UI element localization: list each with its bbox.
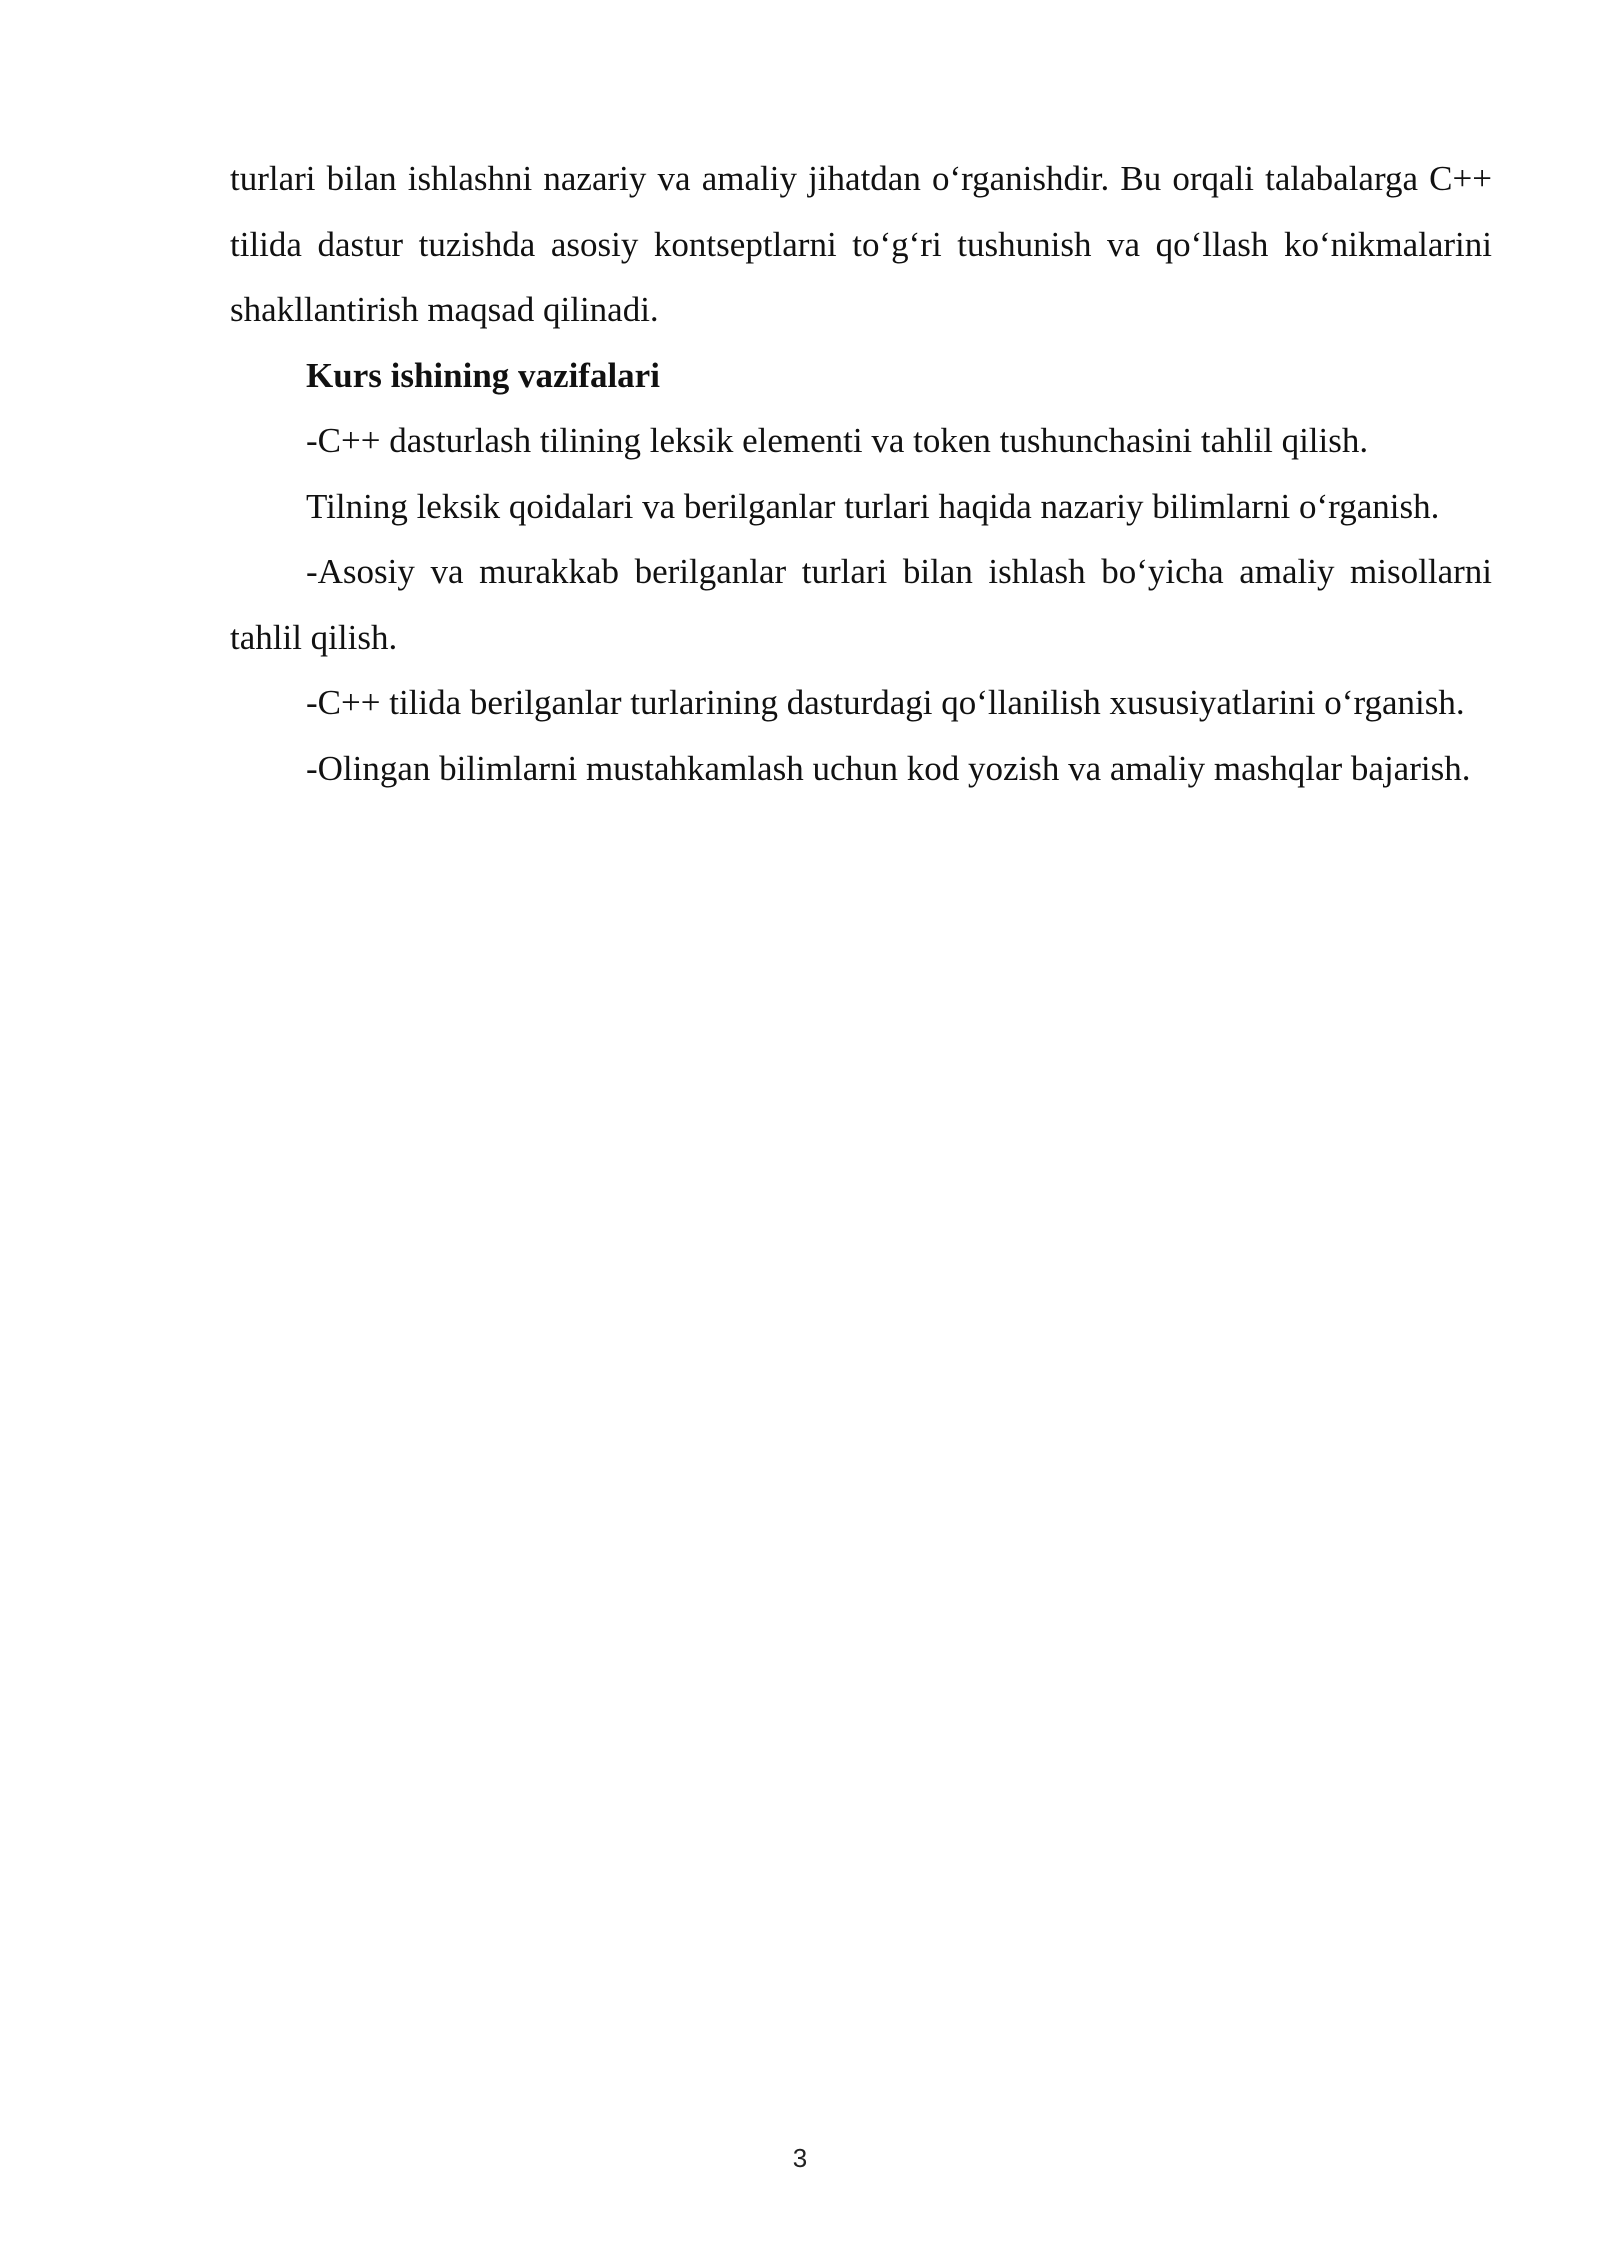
task-item-5: -Olingan bilimlarni mustahkamlash uchun kod yozish va amaliy mashqlar bajarish. bbox=[306, 748, 1471, 788]
document-body bbox=[230, 146, 1492, 801]
paragraph-intro-continuation: turlari bilan ishlashni nazariy va amaliy jihatdan o‘rganishdir. Bu orqali talabalarga C++ tilida dastur tuzishda asosiy kontseptlarni to‘g‘ri tushunish va qo‘llash ko‘nikmalarini shakllantirish maqsad qilinadi. bbox=[230, 159, 1492, 329]
task-item-2: Tilning leksik qoidalari va berilganlar turlari haqida nazariy bilimlarni o‘rganish. bbox=[306, 486, 1440, 526]
section-heading: Kurs ishining vazifalari bbox=[306, 355, 660, 395]
task-item-3: -Asosiy va murakkab berilganlar turlari bilan ishlash bo‘yicha amaliy misollarni tahlil qilish. bbox=[230, 552, 1492, 657]
page-number: 3 bbox=[792, 2143, 808, 2173]
task-item-4: -C++ tilida berilganlar turlarining dasturdagi qo‘llanilish xususiyatlarini o‘rganish. bbox=[306, 683, 1465, 722]
task-item-1: -C++ dasturlash tilining leksik elementi va token tushunchasini tahlil qilish. bbox=[306, 421, 1369, 460]
